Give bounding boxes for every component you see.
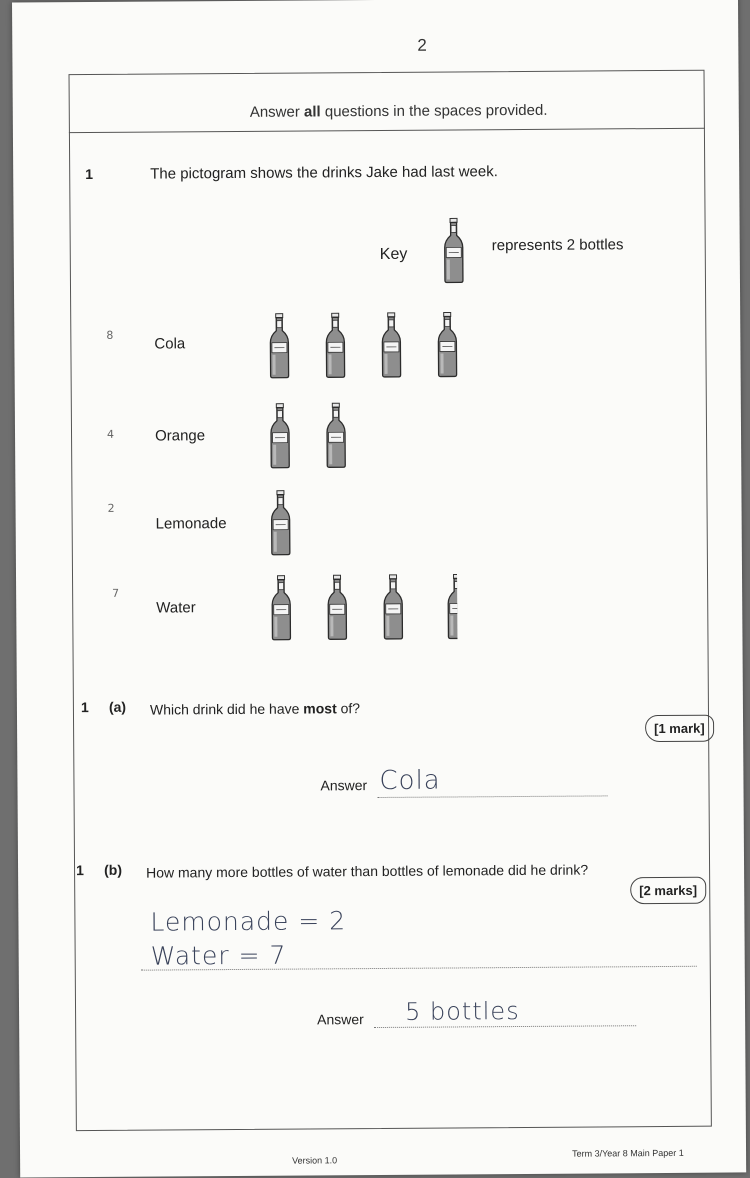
- part-a-text: of?: [336, 700, 361, 717]
- part-a-answer-label: Answer: [320, 777, 368, 794]
- part-b-marks: [2 marks]: [630, 877, 706, 905]
- instruction-part: questions in the spaces provided.: [320, 101, 548, 121]
- margin-note-water: 7: [112, 586, 120, 600]
- part-b-label: (b): [104, 861, 123, 878]
- part-a-question: [150, 700, 360, 717]
- row-label-cola: Cola: [154, 335, 186, 353]
- footer-paper: Term 3/Year 8 Main Paper 1: [572, 1147, 684, 1159]
- pictogram-bottle-cola: [437, 311, 457, 377]
- pictogram-bottle-water: [327, 574, 347, 640]
- part-b-answer-label: Answer: [317, 1011, 364, 1028]
- pictogram-half-bottle-water: [447, 573, 467, 639]
- part-a-answer[interactable]: Cola: [379, 765, 441, 796]
- working-line-2: Water = 7: [150, 940, 287, 971]
- row-label-orange: Orange: [154, 427, 206, 445]
- pictogram-bottle-water: [271, 575, 291, 641]
- pictogram-bottle-cola: [381, 312, 401, 378]
- instruction-bold: all: [303, 103, 321, 121]
- margin-note-lemonade: 2: [107, 501, 115, 515]
- row-label-lemonade: Lemonade: [155, 515, 227, 533]
- pictogram-bottle-orange: [270, 403, 290, 469]
- pictogram-bottle-cola: [269, 313, 289, 379]
- margin-note-cola: 8: [106, 328, 114, 342]
- question-stem: The pictogram shows the drinks Jake had last week.: [150, 163, 498, 183]
- pictogram-bottle-lemonade: [270, 490, 290, 556]
- instruction-text: [250, 102, 548, 121]
- part-b-question: How many more bottles of water than bottles of lemonade did he drink?: [146, 861, 589, 881]
- part-a-label: (a): [108, 698, 127, 715]
- instruction-part: Answer: [249, 103, 305, 121]
- part-b-answer[interactable]: 5 bottles: [404, 997, 520, 1026]
- row-label-water: Water: [156, 599, 196, 617]
- key-label: Key: [379, 245, 408, 263]
- pictogram-bottle-orange: [326, 402, 346, 468]
- pictogram-bottle-cola: [325, 312, 345, 378]
- working-line-1: Lemonade = 2: [150, 906, 347, 937]
- question-number: 1: [85, 165, 94, 183]
- exam-page: [12, 0, 746, 1178]
- part-a-text: Which drink did he have: [149, 700, 304, 718]
- key-bottle-icon: [444, 217, 464, 283]
- pictogram-bottle-water: [383, 574, 403, 640]
- part-a-number: 1: [80, 699, 89, 716]
- part-b-number: 1: [76, 862, 84, 879]
- page-number: 2: [417, 35, 427, 55]
- footer-version: Version 1.0: [292, 1155, 338, 1166]
- part-a-bold: most: [303, 700, 337, 717]
- key-text: represents 2 bottles: [491, 236, 624, 255]
- part-a-marks: [1 mark]: [645, 715, 714, 742]
- margin-note-orange: 4: [106, 427, 115, 441]
